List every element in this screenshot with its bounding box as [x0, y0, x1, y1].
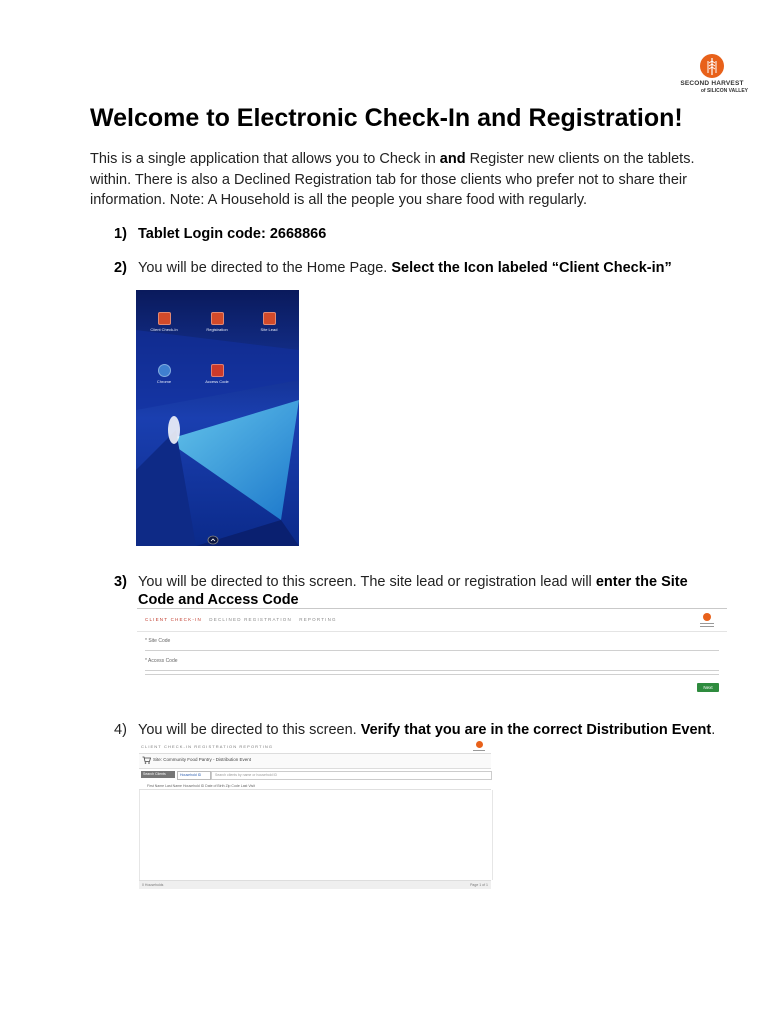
second-harvest-logo — [676, 54, 748, 98]
client-table-header: First Name Last Name Household ID Date of Birth Zip Code Last Visit — [139, 782, 491, 790]
nav-declined-registration: DECLINED REGISTRATION — [209, 617, 292, 622]
logo-line-1: SECOND HARVEST — [680, 80, 744, 87]
intro-part-2: Register new clients on the tablets. within. There is also a Declined Registration tab for those clients who prefer not to share their information. Note: A Household is all the people you share food with regularly. — [90, 151, 695, 208]
tablet-app-access-code — [197, 364, 237, 384]
footer-pagination: Page 1 of 1 — [470, 883, 488, 887]
page-title: Welcome to Electronic Check-In and Registration! — [90, 104, 683, 132]
tablet-app-site-lead — [249, 312, 289, 332]
step-1-number: 1) — [114, 226, 127, 242]
tablet-app-label: Site Lead — [260, 327, 278, 332]
tablet-home-button-icon — [207, 535, 219, 545]
step-3-bold-2: Code and Access Code — [138, 592, 299, 608]
chrome-icon — [158, 364, 171, 377]
step-4-after: . — [711, 722, 716, 738]
tablet-app-label: Access Code — [205, 379, 229, 384]
cart-icon — [142, 756, 151, 764]
registration-icon — [211, 312, 224, 325]
step-2-text — [138, 259, 672, 277]
client-search-row — [139, 771, 491, 780]
distribution-event-bar — [139, 753, 491, 769]
site-code-field — [145, 634, 719, 651]
next-button: Next — [697, 683, 719, 692]
tablet-app-label: Client Check-In — [150, 327, 178, 332]
site-code-label: * Site Code — [145, 638, 171, 644]
distribution-event-name: Site: Community Food Pantry - Distribution Event — [153, 757, 252, 762]
footer-count: 0 Households — [142, 883, 164, 887]
access-code-label: * Access Code — [145, 658, 178, 664]
tablet-app-label: Chrome — [156, 379, 172, 384]
tablet-home-screen-photo — [136, 290, 299, 546]
search-clients-label: Search Clients — [141, 771, 175, 778]
intro-paragraph — [90, 149, 730, 211]
step-3-text — [138, 573, 728, 609]
step-4-plain: You will be directed to this screen. — [138, 722, 361, 738]
step-2-plain: You will be directed to the Home Page. — [138, 260, 392, 276]
step-1 — [114, 225, 724, 243]
field-divider — [145, 660, 719, 675]
tablet-app-chrome — [144, 364, 184, 384]
site-code-screen-header — [137, 608, 727, 632]
intro-part-1: This is a single application that allows you to Check in — [90, 151, 440, 167]
intro-bold: and — [439, 151, 466, 167]
step-1-text: Tablet Login code: 2668866 — [138, 226, 327, 242]
household-id-tab: Household ID — [177, 771, 211, 780]
client-table-body — [139, 790, 493, 880]
client-table-footer — [139, 880, 491, 889]
step-4-number: 4) — [114, 722, 127, 738]
site-code-screen-screenshot — [137, 608, 727, 698]
client-search-input: Search clients by name or household ID — [211, 771, 492, 780]
wheat-icon — [700, 54, 724, 78]
mini-logo — [697, 613, 717, 627]
step-3-plain: You will be directed to this screen. The site lead or registration lead will — [138, 574, 596, 590]
tablet-app-registration — [197, 312, 237, 332]
step-2-number: 2) — [114, 260, 127, 276]
access-code-icon — [211, 364, 224, 377]
tablet-app-label: Registration — [206, 327, 228, 332]
step-2 — [114, 259, 734, 277]
step-2-bold: Select the Icon labeled “Client Check-in” — [391, 260, 672, 276]
distribution-screen-nav: CLIENT CHECK-IN REGISTRATION REPORTING — [141, 744, 274, 749]
step-4-text — [138, 721, 715, 739]
step-3-bold: enter the Site — [595, 574, 688, 590]
site-code-screen-nav — [145, 617, 337, 622]
logo-line-2: of SILICON VALLEY — [700, 88, 748, 94]
distribution-event-screen-screenshot — [139, 741, 491, 888]
tablet-app-client-check-in — [144, 312, 184, 332]
step-4-bold: Verify that you are in the correct Distribution Event — [360, 722, 712, 738]
mini-logo — [471, 741, 487, 753]
step-3-number: 3) — [114, 574, 127, 590]
nav-client-check-in: CLIENT CHECK-IN — [145, 617, 202, 622]
step-4 — [114, 721, 734, 739]
site-lead-icon — [263, 312, 276, 325]
step-3 — [114, 573, 734, 609]
client-check-in-icon — [158, 312, 171, 325]
nav-reporting: REPORTING — [299, 617, 337, 622]
